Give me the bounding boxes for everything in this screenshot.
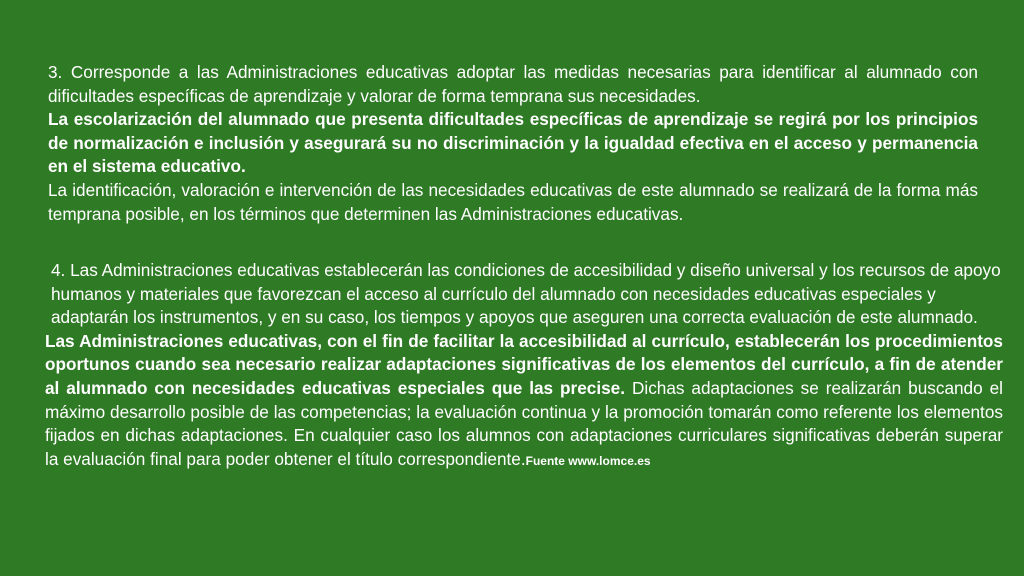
section-4-intro: 4. Las Administraciones educativas establecerán las condiciones de accesibilidad y diseño universal y los recursos de apoyo humanos y materiales que favorezcan el acceso al currículo del alumnado con necesidades educativas especiales y adaptarán los instrumentos, y en su caso, los tiempos y apoyos que aseguren una correcta evaluación de este alumnado.	[51, 260, 1001, 328]
section-4-bold-statement: Las Administraciones educativas, con el fin de facilitar la accesibilidad al currículo, establecerán los procedimientos oportunos cuando sea necesario realizar adaptaciones significativas de los elementos del currículo, a fin de atender al alumnado con necesidades educativas especiales que las precise.	[45, 330, 1003, 398]
section-3-bold-statement: La escolarización del alumnado que presenta dificultades específicas de aprendizaje se regirá por los principios de normalización e inclusión y asegurará su no discriminación y la igualdad efectiva en el acceso y permanencia en el sistema educativo.	[48, 109, 978, 177]
section-3-intro: 3. Corresponde a las Administraciones educativas adoptar las medidas necesarias para identificar al alumnado con dificultades específicas de aprendizaje y valorar de forma temprana sus necesidades.	[48, 62, 978, 106]
section-3	[48, 61, 978, 226]
section-4	[45, 259, 1003, 473]
source-citation: Fuente www.lomce.es	[525, 453, 651, 468]
section-3-closing: La identificación, valoración e intervención de las necesidades educativas de este alumnado se realizará de la forma más temprana posible, en los términos que determinen las Administraciones educativas.	[48, 179, 978, 224]
section-4-body	[45, 330, 1003, 474]
section-4-closing: Dichas adaptaciones se realizarán buscando el máximo desarrollo posible de las competencias; la evaluación continua y la promoción tomarán como referente los elementos fijados en dichas adaptaciones. En cualquier caso los alumnos con adaptaciones curriculares significativas deberán superar la evaluación final para poder obtener el título correspondiente.	[45, 377, 1003, 469]
